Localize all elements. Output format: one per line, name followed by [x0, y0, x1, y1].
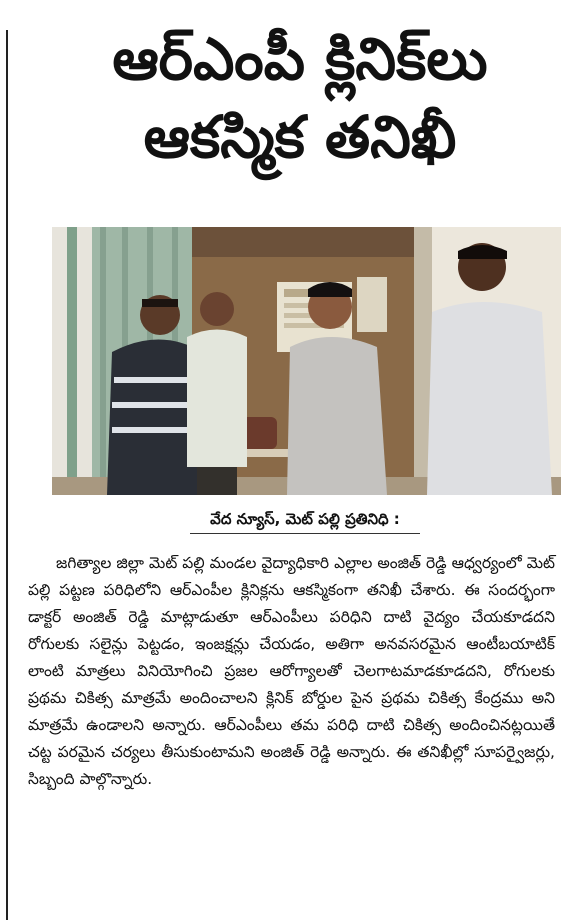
- headline-line-1: ఆర్ఎంపీ క్లినిక్‌లు: [112, 25, 488, 93]
- headline: [30, 20, 570, 176]
- article-paragraph: జగిత్యాల జిల్లా మెట్ పల్లి మండల వైద్యాధికారి ఎల్లాల అంజిత్ రెడ్డి ఆధ్వర్యంలో మెట్ పల్లి పట్టణ పరిధిలోని ఆర్ఎంపీల క్లినిక్లను ఆకస్మికంగా తనిఖీ చేశారు. ఈ సందర్భంగా డాక్టర్ అంజిత్ రెడ్డి మాట్లాడుతూ ఆర్ఎంపీలు పరిధిని దాటి వైద్యం చేయకూడదని రోగులకు సలైన్లు పెట్టడం, ఇంజక్షన్లు చేయడం, అతిగా అనవసరమైన ఆంటీబయాటిక్ లాంటి మాత్రలు వినియోగించి ప్రజల ఆరోగ్యాలతో చెలగాటమాడకూడదని, రోగులకు ప్రథమ చికిత్స మాత్రమే అందించాలని క్లినిక్ బోర్డుల పైన ప్రథమ చికిత్స కేంద్రము అని మాత్రమే ఉండాలని అన్నారు. ఆర్ఎంపీలు తమ పరిధి దాటి చికిత్స అందించినట్లయితే చట్ట పరమైన చర్యలు తీసుకుంటామని అంజిత్ రెడ్డి అన్నారు. ఈ తనిఖీల్లో సూపర్వైజర్లు, సిబ్బంది పాల్గొన్నారు.: [28, 554, 555, 788]
- news-photo: [52, 227, 561, 495]
- byline: వేద న్యూస్, మెట్ పల్లి ప్రతినిధి :: [210, 510, 400, 528]
- column-rule: [6, 30, 8, 920]
- article-body: [28, 550, 555, 793]
- news-photo-illustration: [52, 227, 561, 495]
- headline-line-2: ఆకస్మిక తనిఖీ: [143, 103, 457, 171]
- byline-underline: [190, 533, 420, 534]
